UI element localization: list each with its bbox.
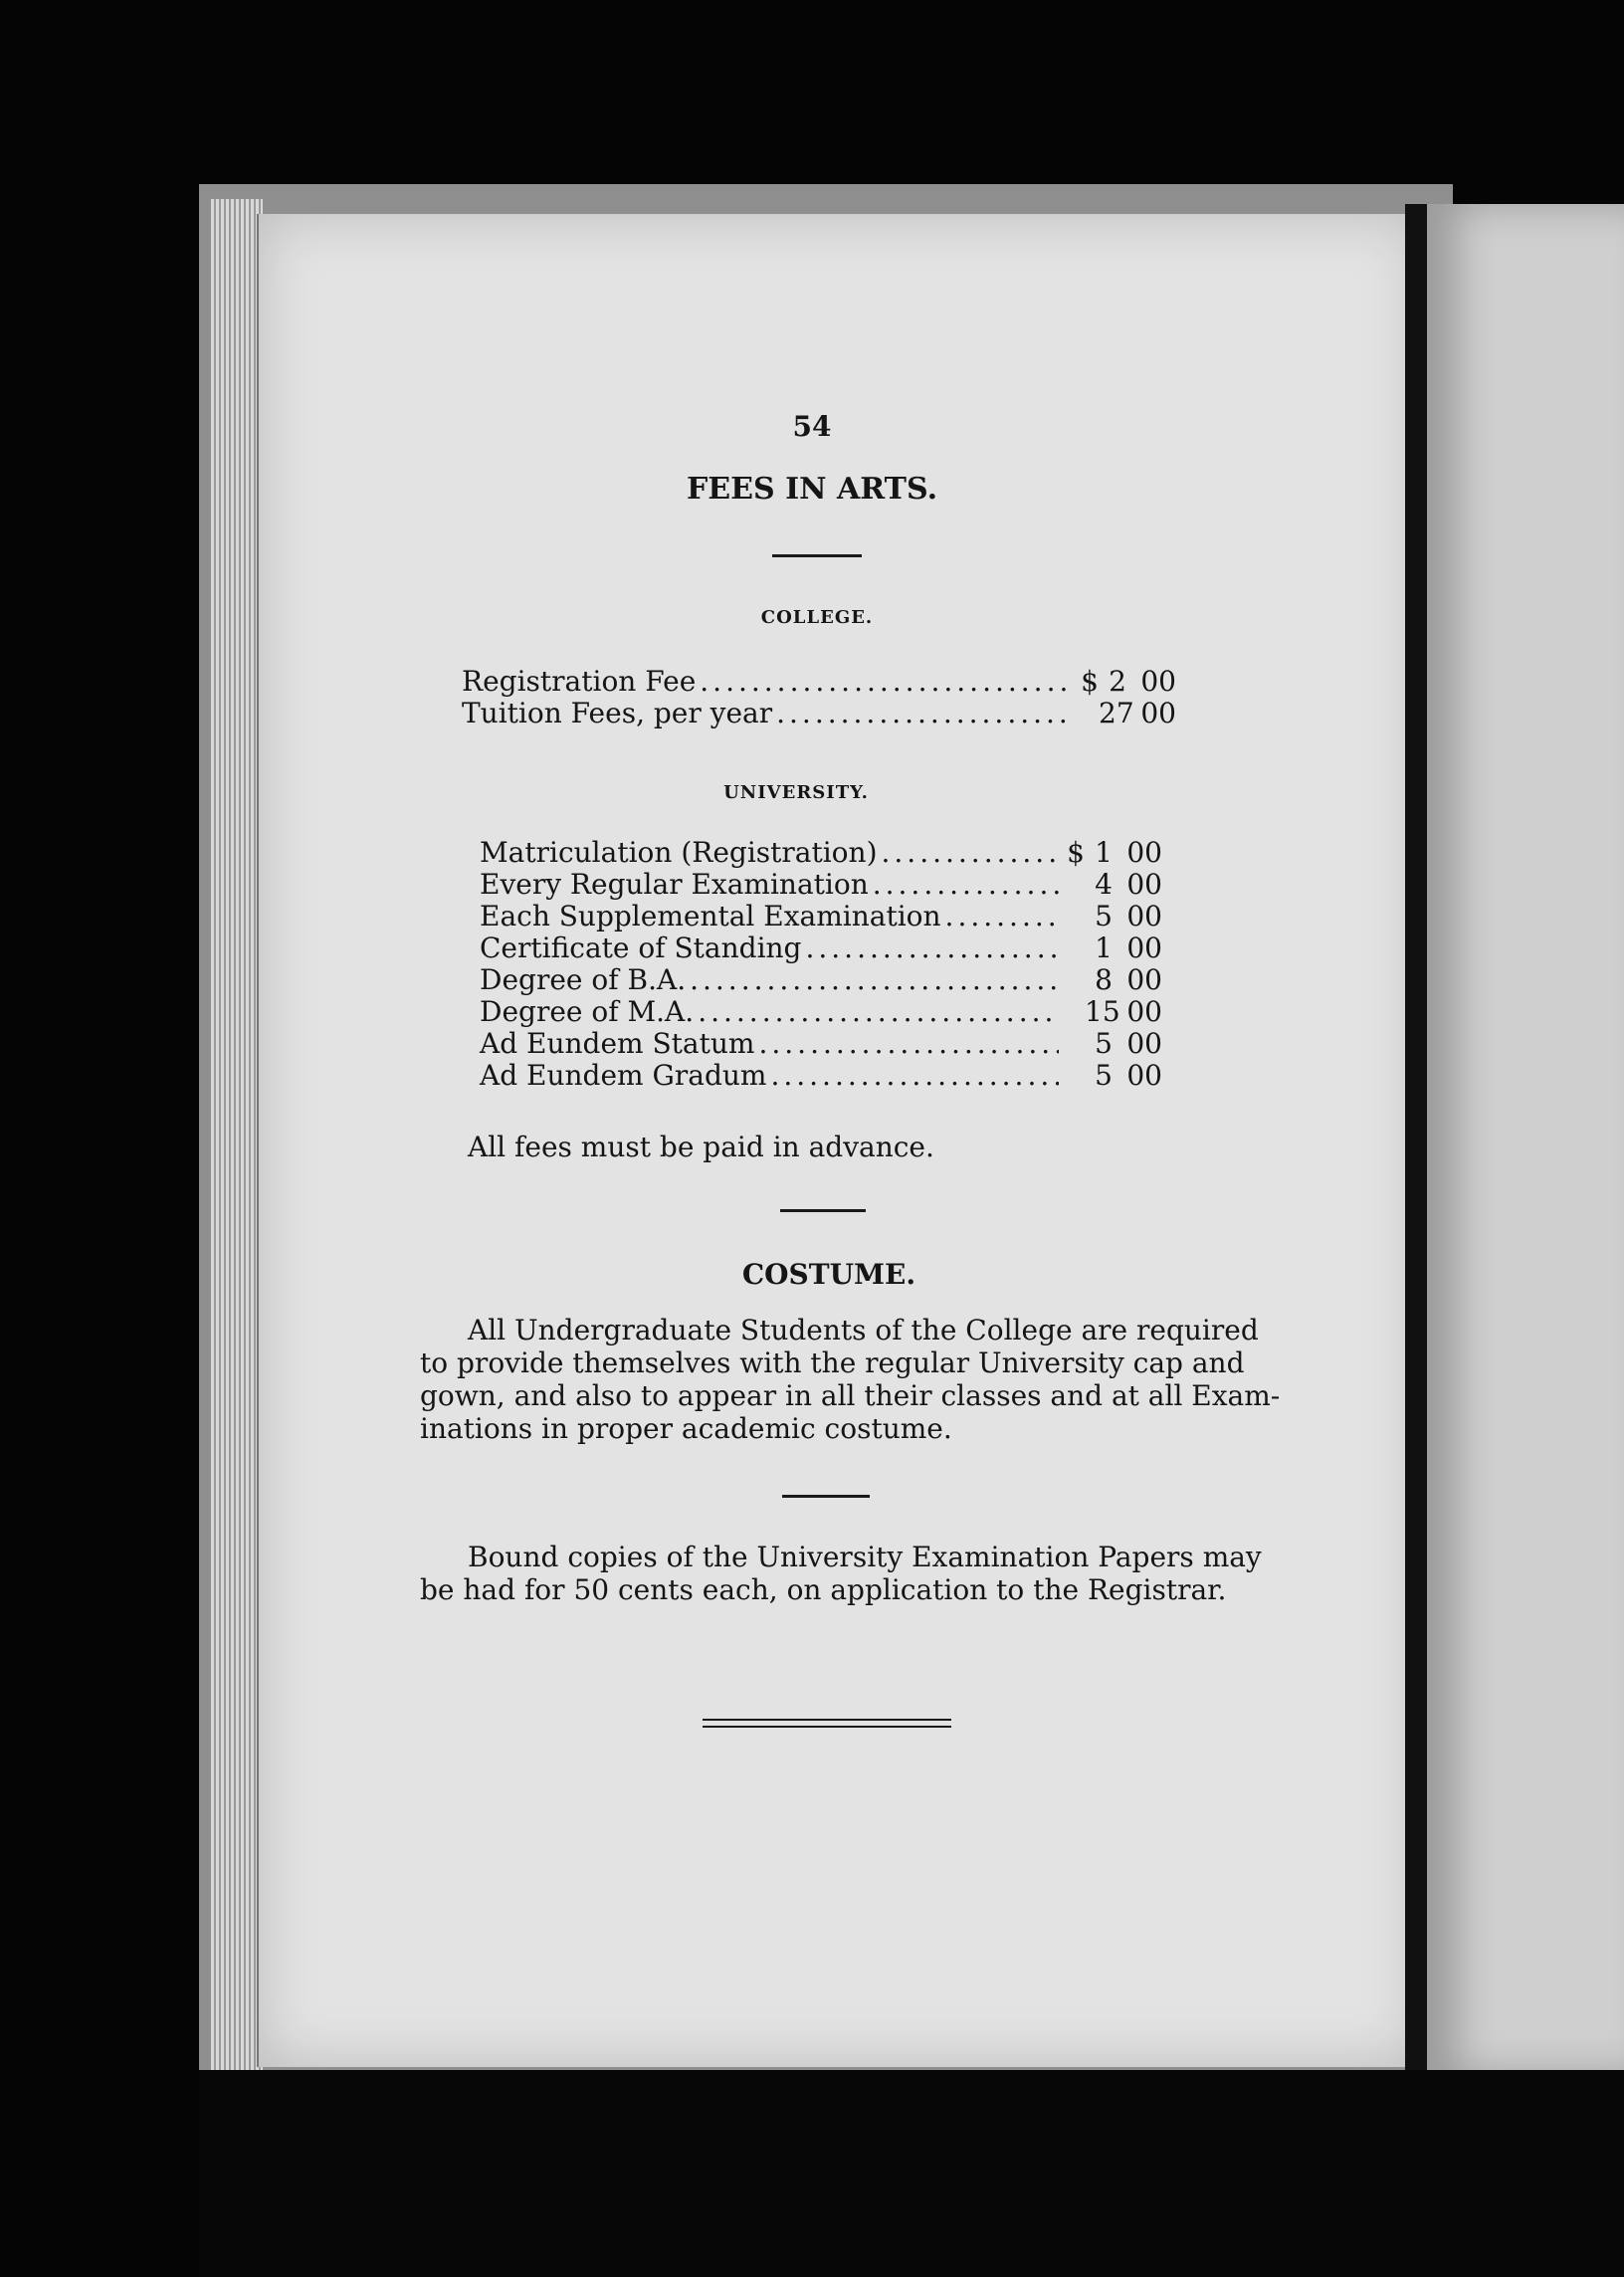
page-title: FEES IN ARTS. bbox=[686, 472, 938, 507]
fee-label: Matriculation (Registration) bbox=[480, 836, 878, 869]
dot-leader bbox=[945, 900, 1059, 932]
fee-dollars: 8 bbox=[1095, 963, 1113, 996]
fee-row bbox=[462, 697, 1176, 729]
fee-row bbox=[480, 932, 1162, 964]
dot-leader bbox=[758, 1027, 1059, 1060]
fee-label: Degree of M.A. bbox=[480, 995, 695, 1028]
fee-row bbox=[480, 1059, 1162, 1092]
fee-dollars: 1 bbox=[1095, 932, 1113, 964]
background-shadow bbox=[199, 2070, 1624, 2277]
fee-row bbox=[480, 900, 1162, 932]
dot-leader bbox=[698, 995, 1059, 1028]
dot-leader bbox=[776, 697, 1073, 729]
fee-row bbox=[480, 963, 1162, 996]
fee-cents: 00 bbox=[1126, 995, 1162, 1028]
fee-dollars: 2 bbox=[1109, 665, 1126, 698]
fee-cents: 00 bbox=[1126, 963, 1162, 996]
section-divider bbox=[782, 1495, 870, 1498]
fee-cents: 00 bbox=[1126, 932, 1162, 964]
fee-label: Each Supplemental Examination bbox=[480, 900, 941, 932]
advance-payment-note: All fees must be paid in advance. bbox=[468, 1131, 934, 1163]
fee-cents: 00 bbox=[1126, 868, 1162, 901]
paragraph-line: All Undergraduate Students of the College are required bbox=[468, 1314, 1259, 1346]
fee-cents: 00 bbox=[1126, 1059, 1162, 1092]
fee-label: Certificate of Standing bbox=[480, 932, 802, 964]
fee-cents: 00 bbox=[1140, 697, 1176, 729]
fee-dollars: 15 bbox=[1085, 995, 1120, 1028]
dot-leader bbox=[882, 836, 1060, 869]
dot-leader bbox=[700, 665, 1073, 698]
dot-leader bbox=[805, 932, 1059, 964]
fee-label: Every Regular Examination bbox=[480, 868, 869, 901]
fee-row bbox=[480, 836, 1162, 869]
end-rule-top bbox=[703, 1719, 951, 1721]
fee-dollars: 27 bbox=[1099, 697, 1134, 729]
fee-dollars: 5 bbox=[1095, 1027, 1113, 1060]
paragraph-line: to provide themselves with the regular University cap and bbox=[420, 1346, 1245, 1379]
paragraph-line: gown, and also to appear in all their classes and at all Exam- bbox=[420, 1379, 1281, 1412]
bound-copies-paragraph bbox=[420, 1541, 1262, 1606]
fee-row bbox=[480, 868, 1162, 901]
fee-dollars: 5 bbox=[1095, 900, 1113, 932]
paragraph-line: inations in proper academic costume. bbox=[420, 1412, 952, 1445]
fee-row bbox=[462, 665, 1176, 698]
dot-leader bbox=[770, 1059, 1059, 1092]
dot-leader bbox=[690, 963, 1059, 996]
costume-paragraph bbox=[420, 1314, 1281, 1445]
section-divider bbox=[772, 554, 862, 557]
fee-row bbox=[480, 1027, 1162, 1060]
page-number: 54 bbox=[792, 410, 832, 443]
fee-cents: 00 bbox=[1126, 1027, 1162, 1060]
end-rule-bottom bbox=[703, 1726, 951, 1728]
fee-dollars: 5 bbox=[1095, 1059, 1113, 1092]
fee-row bbox=[480, 995, 1162, 1028]
fee-label: Registration Fee bbox=[462, 665, 697, 698]
paragraph-line: Bound copies of the University Examination Papers may bbox=[468, 1541, 1262, 1573]
fee-currency: $ bbox=[1067, 836, 1085, 869]
fee-label: Tuition Fees, per year bbox=[462, 697, 773, 729]
dot-leader bbox=[873, 868, 1059, 901]
paragraph-line: be had for 50 cents each, on application to the Registrar. bbox=[420, 1573, 1227, 1606]
college-heading: COLLEGE. bbox=[760, 607, 874, 628]
fee-label: Ad Eundem Statum bbox=[480, 1027, 755, 1060]
fee-dollars: 1 bbox=[1095, 836, 1113, 869]
fee-dollars: 4 bbox=[1095, 868, 1113, 901]
fee-label: Ad Eundem Gradum bbox=[480, 1059, 767, 1092]
fee-label: Degree of B.A. bbox=[480, 963, 687, 996]
section-divider bbox=[780, 1209, 866, 1212]
fee-cents: 00 bbox=[1126, 900, 1162, 932]
fee-cents: 00 bbox=[1140, 665, 1176, 698]
fee-currency: $ bbox=[1081, 665, 1099, 698]
university-heading: UNIVERSITY. bbox=[723, 782, 869, 803]
fee-cents: 00 bbox=[1126, 836, 1162, 869]
costume-heading: COSTUME. bbox=[741, 1258, 916, 1291]
